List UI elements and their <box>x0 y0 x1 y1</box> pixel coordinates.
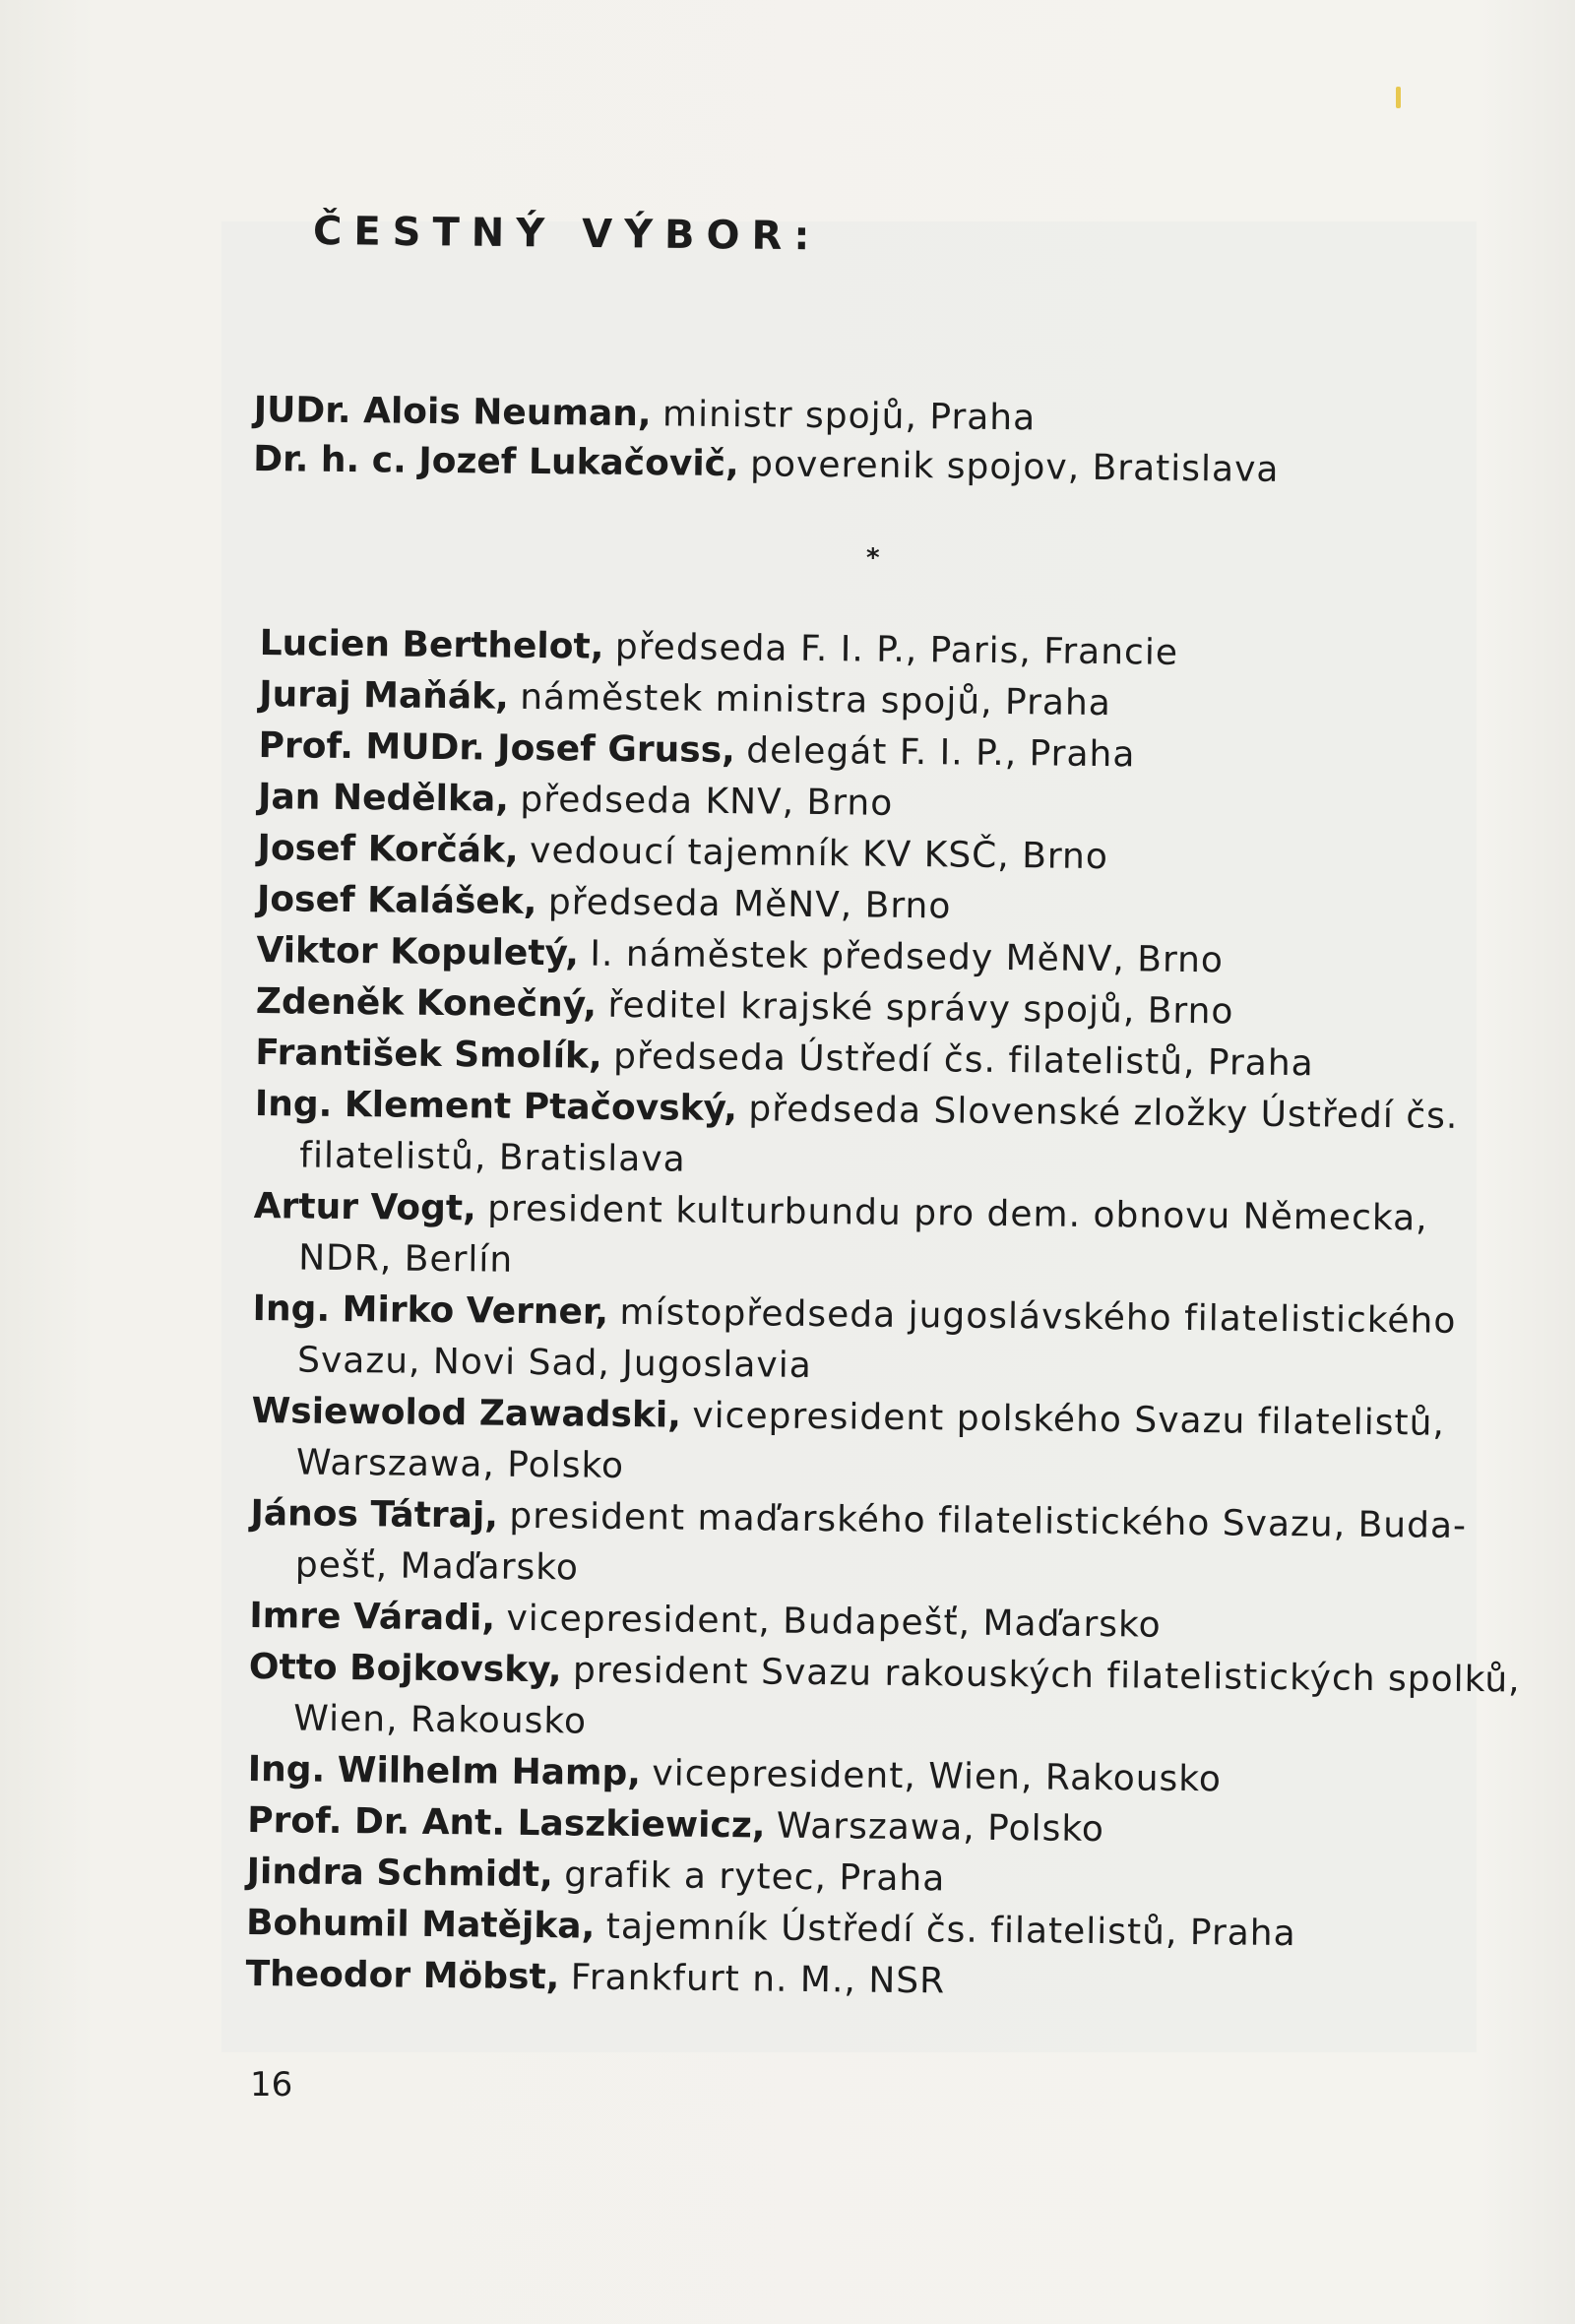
member-name: František Smolík, <box>255 1033 602 1077</box>
edge-mark <box>1396 87 1401 108</box>
member-name: Theodor Möbst, <box>245 1953 560 1998</box>
member-name: Otto Bojkovsky, <box>248 1647 562 1691</box>
member-role: president kulturbundu pro dem. obnovu Německa, <box>486 1188 1428 1239</box>
list-item <box>246 1284 1478 1399</box>
member-role: Warszawa, Polsko <box>776 1805 1105 1851</box>
member-name: Jindra Schmidt, <box>246 1851 553 1896</box>
member-role: vicepresident, Budapešť, Maďarsko <box>506 1598 1162 1646</box>
committee-list-primary <box>253 386 1484 497</box>
member-name: Ing. Wilhelm Hamp, <box>247 1748 642 1794</box>
member-role: grafik a rytec, Praha <box>564 1854 946 1900</box>
member-role-continued: Svazu, Novi Sad, Jugoslavia <box>296 1340 812 1386</box>
member-role: ředitel krajské správy spojů, Brno <box>607 984 1234 1033</box>
section-separator: * <box>866 543 880 573</box>
member-role: vicepresident polského Svazu filatelistů, <box>692 1395 1446 1444</box>
member-name: Prof. MUDr. Josef Gruss, <box>258 725 736 772</box>
member-name: Imre Váradi, <box>249 1596 496 1639</box>
member-role: předseda F. I. P., Paris, Francie <box>614 626 1179 673</box>
member-name: Prof. Dr. Ant. Laszkiewicz, <box>246 1799 766 1847</box>
member-name: Ing. Klement Ptačovský, <box>254 1084 738 1130</box>
list-item <box>244 1488 1476 1603</box>
member-name: János Tátraj, <box>250 1493 499 1537</box>
member-role: vicepresident, Wien, Rakousko <box>652 1753 1223 1800</box>
member-role: předseda KNV, Brno <box>520 779 894 824</box>
member-role: tajemník Ústředí čs. filatelistů, Praha <box>605 1906 1296 1955</box>
member-role-continued: Wien, Rakousko <box>293 1698 588 1742</box>
member-name: Artur Vogt, <box>253 1186 476 1229</box>
list-item <box>245 1386 1477 1501</box>
member-role: president maďarského filatelistického Svazu, Buda- <box>509 1495 1468 1546</box>
member-name: Ing. Mirko Verner, <box>252 1288 609 1333</box>
member-name: Josef Korčák, <box>257 828 519 871</box>
member-role-continued: pešť, Maďarsko <box>294 1544 580 1589</box>
member-role: ministr spojů, Praha <box>662 394 1037 439</box>
member-name: Dr. h. c. Jozef Lukačovič, <box>253 438 739 485</box>
member-name: Juraj Maňák, <box>258 674 509 718</box>
member-role-continued: filatelistů, Bratislava <box>299 1135 686 1180</box>
member-role: delegát F. I. P., Praha <box>746 730 1136 776</box>
member-role-continued: Warszawa, Polsko <box>295 1442 625 1486</box>
member-role: Frankfurt n. M., NSR <box>570 1957 946 2002</box>
member-role: předseda Slovenské zložky Ústředí čs. <box>748 1089 1459 1137</box>
member-role: vedoucí tajemník KV KSČ, Brno <box>529 830 1109 878</box>
member-role: náměstek ministra spojů, Praha <box>520 676 1112 724</box>
member-name: Lucien Berthelot, <box>259 623 604 667</box>
member-name: Wsiewolod Zawadski, <box>251 1391 682 1436</box>
list-item <box>248 1079 1480 1194</box>
page-number: 16 <box>250 2065 293 2104</box>
member-role: president Svazu rakouských filatelistických spolků, <box>572 1650 1521 1701</box>
list-item <box>242 1642 1521 1757</box>
member-role: I. náměstek předsedy MěNV, Brno <box>590 933 1225 981</box>
member-role-continued: NDR, Berlín <box>297 1237 514 1281</box>
list-item <box>247 1181 1479 1296</box>
committee-list-secondary <box>239 618 1521 2013</box>
member-role: místopředseda jugoslávského filatelistického <box>619 1291 1457 1342</box>
page-heading: ČESTNÝ VÝBOR: <box>312 209 822 260</box>
member-name: JUDr. Alois Neuman, <box>253 389 652 435</box>
member-name: Jan Nedělka, <box>257 777 510 820</box>
member-name: Josef Kalášek, <box>256 879 537 923</box>
member-role: předseda Ústředí čs. filatelistů, Praha <box>612 1036 1314 1085</box>
member-name: Viktor Kopuletý, <box>256 930 580 974</box>
member-name: Zdeněk Konečný, <box>255 981 598 1026</box>
member-name: Bohumil Matějka, <box>245 1902 596 1947</box>
member-role: předseda MěNV, Brno <box>547 882 952 927</box>
member-role: poverenik spojov, Bratislava <box>749 444 1280 490</box>
